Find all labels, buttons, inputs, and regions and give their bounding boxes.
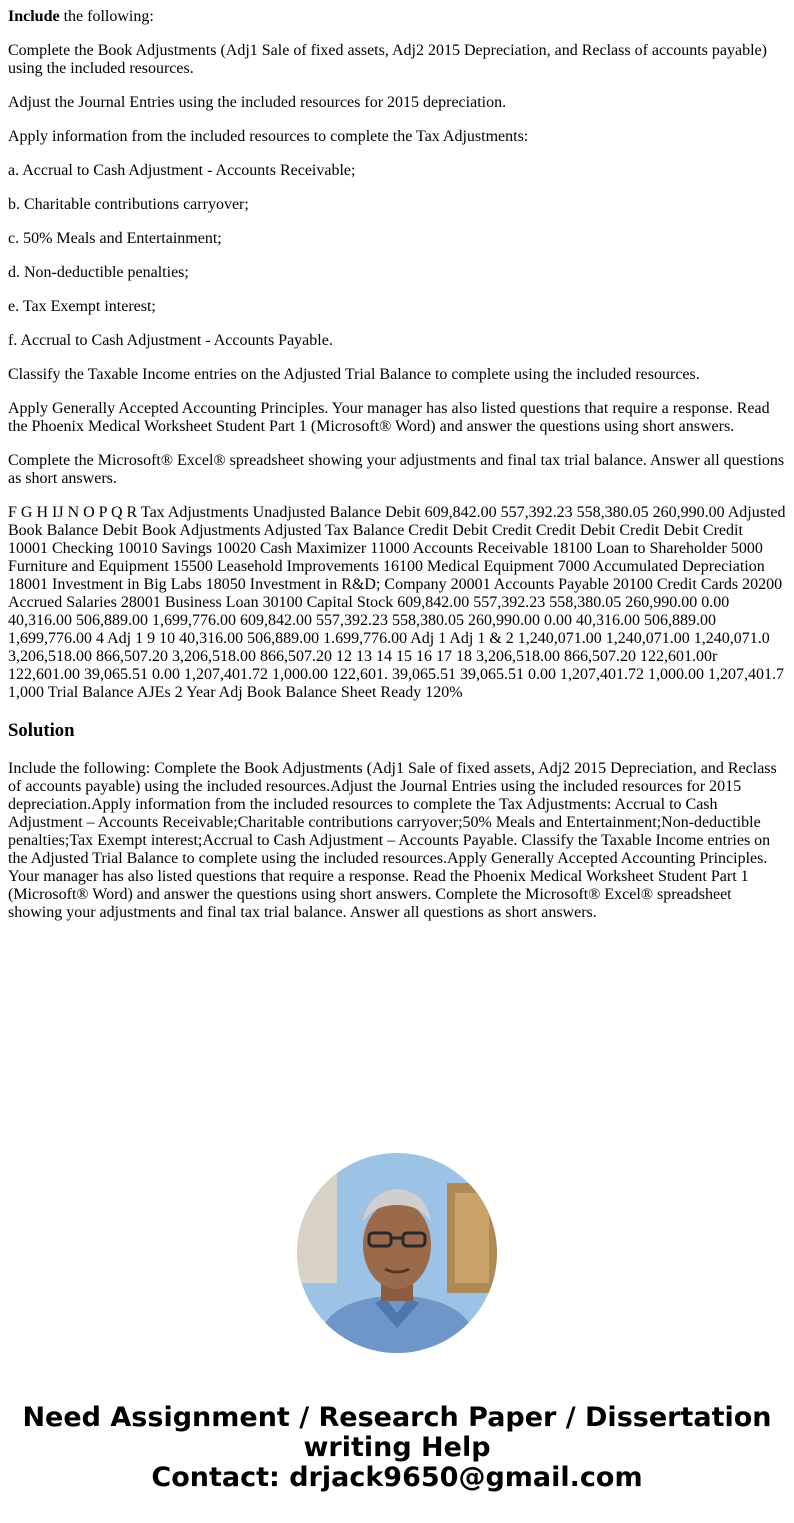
document-body (8, 8, 786, 938)
tax-item-b: b. Charitable contributions carryover; (8, 196, 249, 213)
tax-item-d: d. Non-deductible penalties; (8, 264, 189, 281)
promo-line-2: writing Help (303, 1432, 491, 1463)
task-classify-taxable-income: Classify the Taxable Income entries on the Adjusted Trial Balance to complete using the included resources. (8, 366, 700, 383)
promo-line-1: Need Assignment / Research Paper / Dissertation (22, 1402, 772, 1433)
promo-contact-line: Contact: drjack9650@gmail.com (151, 1462, 643, 1493)
intro-lead-rest: the following: (59, 8, 154, 25)
solution-heading: Solution (8, 720, 75, 741)
tax-item-c: c. 50% Meals and Entertainment; (8, 230, 222, 247)
task-tax-adjustments: Apply information from the included resources to complete the Tax Adjustments: (8, 128, 529, 145)
intro-lead-bold: Include (8, 8, 60, 25)
task-journal-entries: Adjust the Journal Entries using the included resources for 2015 depreciation. (8, 94, 507, 111)
spreadsheet-text-dump: F G H IJ N O P Q R Tax Adjustments Unadjusted Balance Debit 609,842.00 557,392.23 558,380.05 260,990.00 Adjusted Book Balance Debit Book Adjustments Adjusted Tax Balance Credit Debit Credit Credit Debit Credit Debit Credit 10001 Checking 10010 Savings 10020 Cash Maximizer 11000 Accounts Receivable 18100 Loan to Shareholder 5000 Furniture and Equipment 15500 Leasehold Improvements 16100 Medical Equipment 7000 Accumulated Depreciation 18001 Investment in Big Labs 18050 Investment in R&D; Company 20001 Accounts Payable 20100 Credit Cards 20200 Accrued Salaries 28001 Business Loan 30100 Capital Stock 609,842.00 557,392.23 558,380.05 260,990.00 0.00 40,316.00 506,889.00 1,699,776.00 609,842.00 557,392.23 558,380.05 260,990.00 0.00 40,316.00 506,889.00 1,699,776.00 4 Adj 1 9 10 40,316.00 506,889.00 1.699,776.00 Adj 1 Adj 1 & 2 1,240,071.00 1,240,071.00 1,240,071.0 3,206,518.00 866,507.20 3,206,518.00 866,507.20 12 13 14 15 16 17 18 3,206,518.00 866,507.20 122,601.00r 122,601.00 39,065.51 0.00 1,207,401.72 1,000.00 122,601. 39,065.51 39,065.51 0.00 1,207,401.72 1,000.00 1,207,401.7 1,000 Trial Balance AJEs 2 Year Adj Book Balance Sheet Ready 120% (8, 504, 786, 701)
task-excel-spreadsheet: Complete the Microsoft® Excel® spreadsheet showing your adjustments and final tax trial balance. Answer all questions as short answers. (8, 452, 785, 487)
solution-body: Include the following: Complete the Book Adjustments (Adj1 Sale of fixed assets, Adj2 2015 Depreciation, and Reclass of accounts payable) using the included resources.Adjust the Journal Entries using the included resources for 2015 depreciation.Apply information from the included resources to complete the Tax Adjustments: Accrual to Cash Adjustment – Accounts Receivable;Charitable contributions carryover;50% Meals and Entertainment;Non-deductible penalties;Tax Exempt interest;Accrual to Cash Adjustment – Accounts Payable. Classify the Taxable Income entries on the Adjusted Trial Balance to complete using the included resources.Apply Generally Accepted Accounting Principles. Your manager has also listed questions that require a response. Read the Phoenix Medical Worksheet Student Part 1 (Microsoft® Word) and answer the questions using short answers. Complete the Microsoft® Excel® spreadsheet showing your adjustments and final tax trial balance. Answer all questions as short answers. (8, 760, 777, 921)
author-avatar (297, 1153, 497, 1353)
tax-item-f: f. Accrual to Cash Adjustment - Accounts Payable. (8, 332, 333, 349)
promo-banner (0, 1403, 794, 1493)
task-gaap-questions: Apply Generally Accepted Accounting Principles. Your manager has also listed questions that require a response. Read the Phoenix Medical Worksheet Student Part 1 (Microsoft® Word) and answer the questions using short answers. (8, 400, 770, 435)
intro-paragraph (8, 8, 786, 26)
task-book-adjustments: Complete the Book Adjustments (Adj1 Sale of fixed assets, Adj2 2015 Depreciation, and Reclass of accounts payable) using the included resources. (8, 42, 767, 77)
tax-item-a: a. Accrual to Cash Adjustment - Accounts Receivable; (8, 162, 356, 179)
tax-item-e: e. Tax Exempt interest; (8, 298, 156, 315)
author-portrait-image (297, 1153, 497, 1353)
